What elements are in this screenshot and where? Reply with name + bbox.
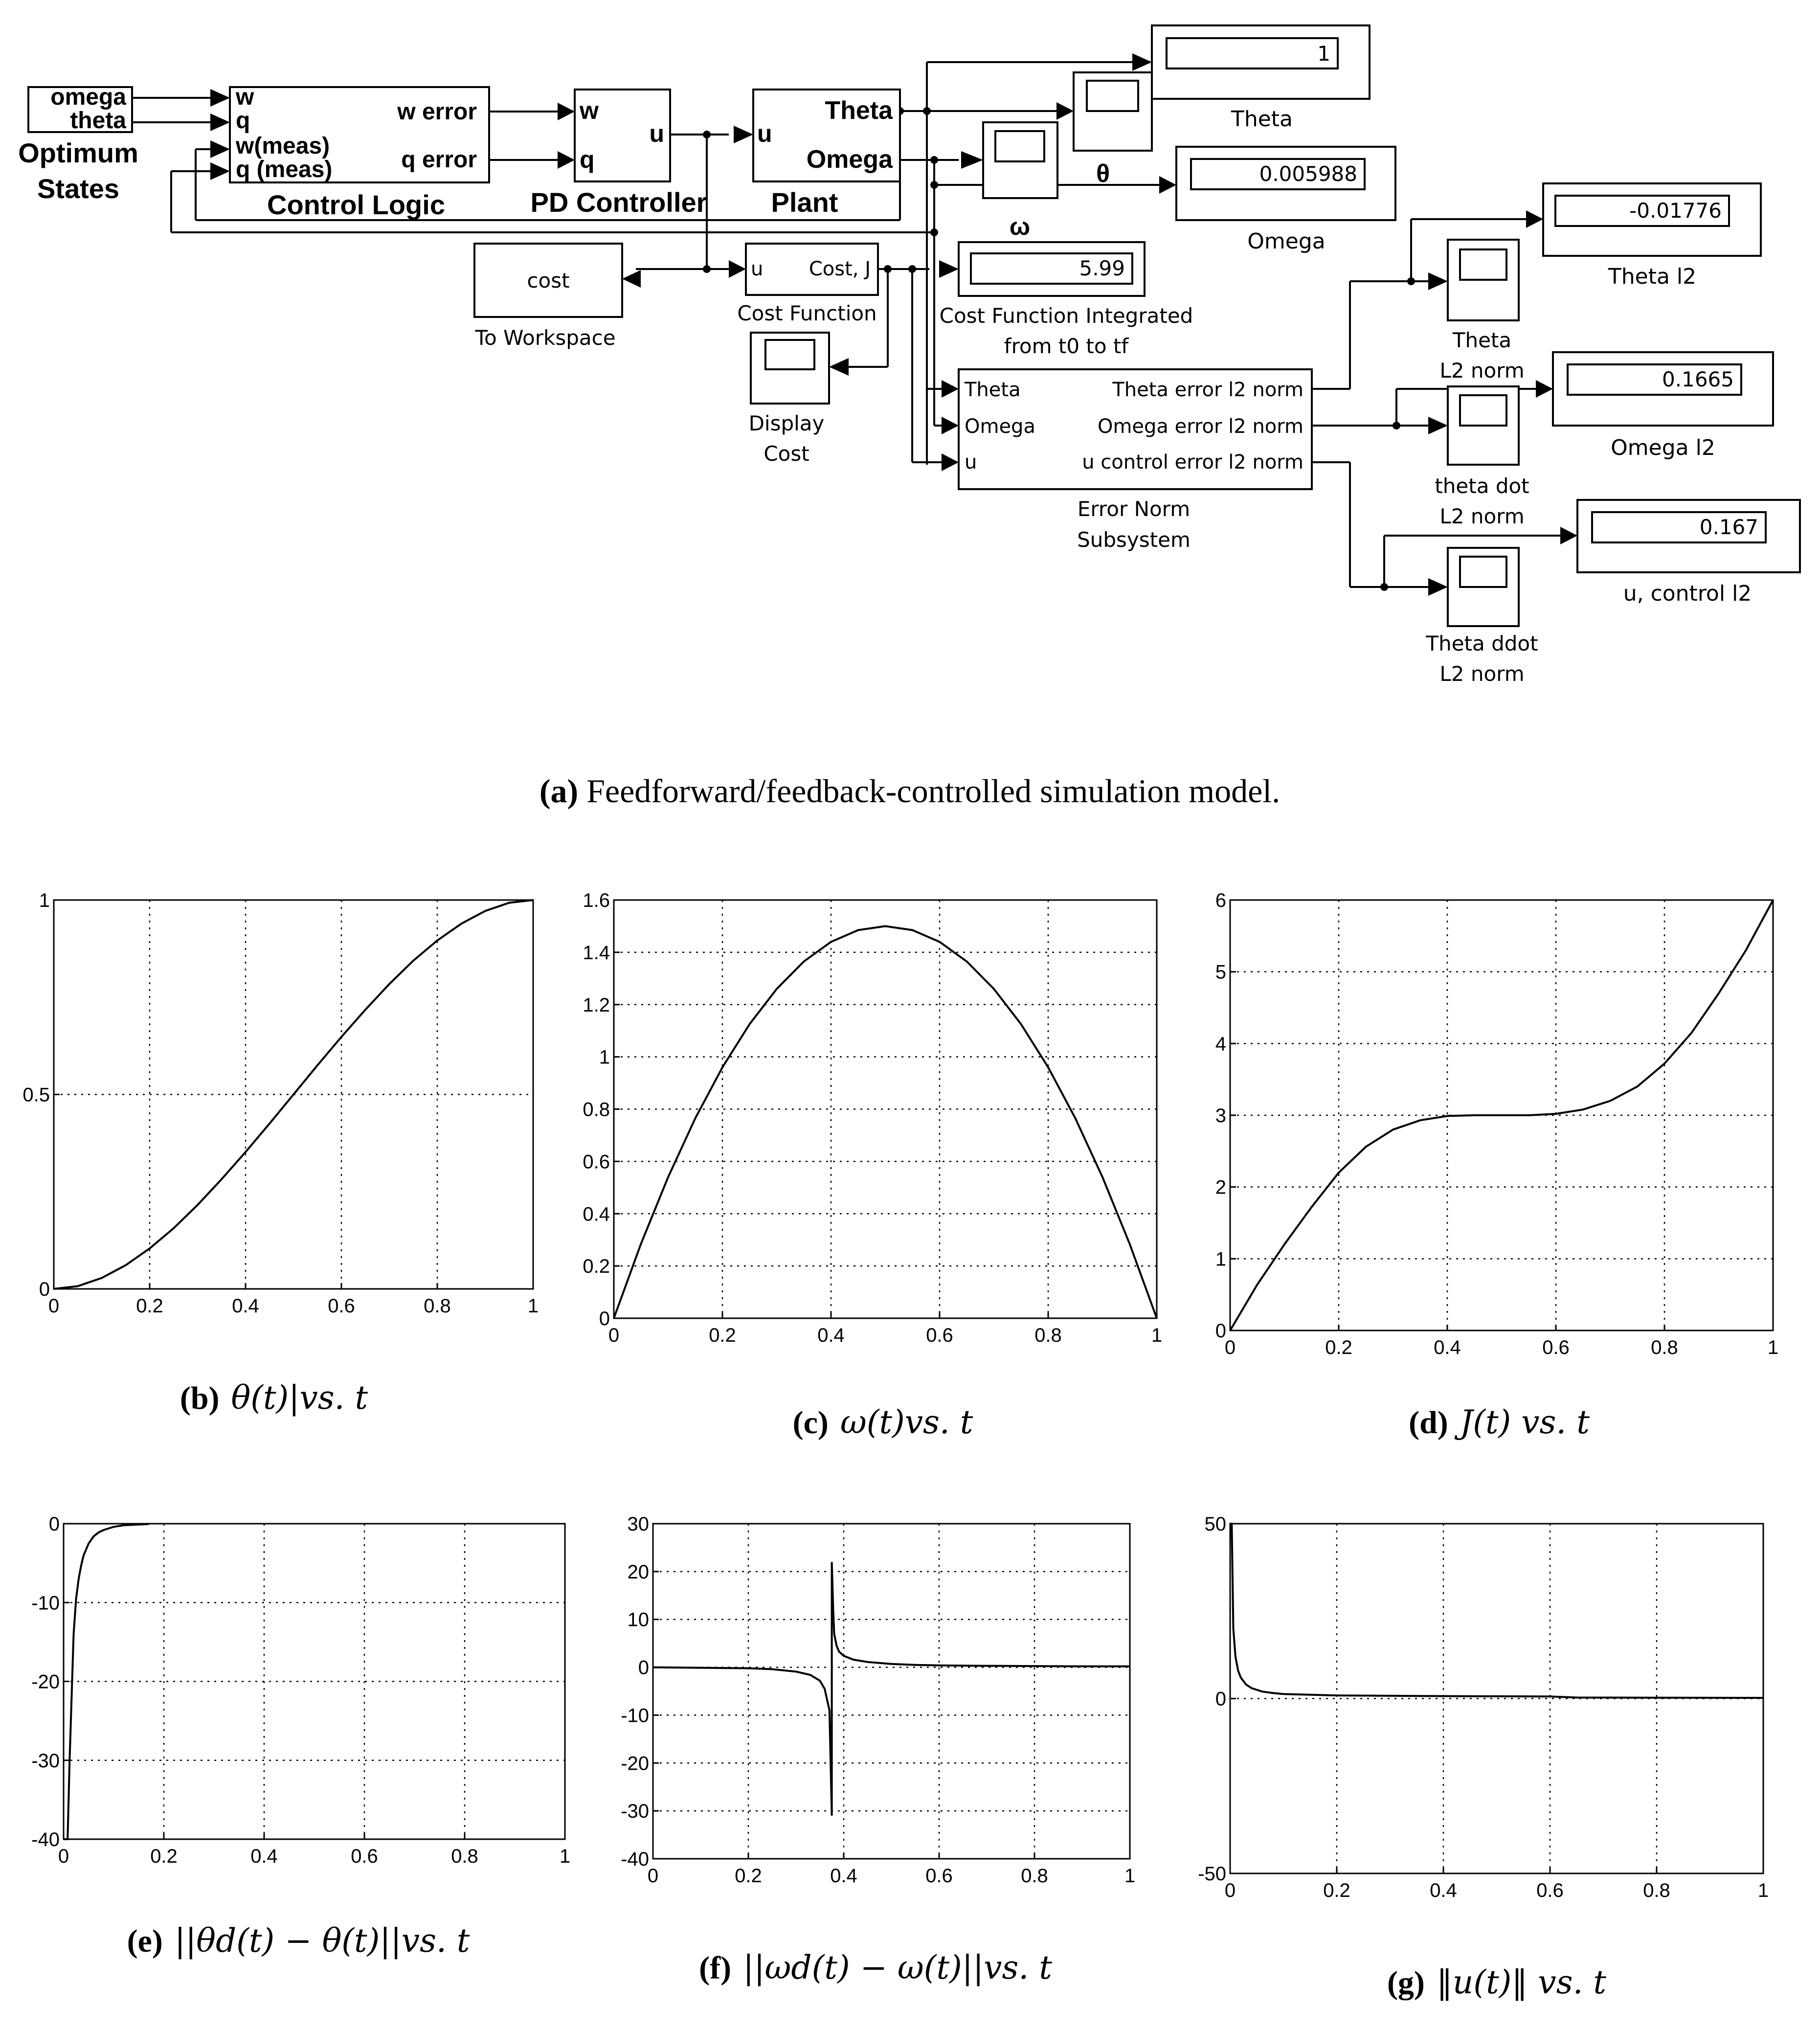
pd-out-u: u	[649, 120, 664, 147]
chart-b	[22, 890, 539, 1417]
x-tick-label: 0.8	[1643, 1880, 1670, 1901]
y-tick-label: 0	[39, 1279, 50, 1300]
caption-f	[699, 1949, 1052, 1986]
theta-l2-scope	[1439, 240, 1524, 383]
y-tick-label: 30	[627, 1513, 649, 1535]
y-tick-label: 1	[39, 890, 50, 911]
cl-in-q: q	[236, 108, 250, 134]
cost-function-label: Cost Function	[737, 301, 877, 325]
y-tick-label: 1	[599, 1046, 610, 1068]
x-tick-label: 0.2	[1323, 1880, 1350, 1901]
caption-math: ||ωd(t) − ω(t)||vs. t	[743, 1949, 1052, 1986]
display-cost-label-2: Cost	[764, 442, 809, 466]
pd-controller-label: PD Controller	[530, 187, 707, 218]
error-norm-label-2: Subsystem	[1077, 528, 1191, 552]
to-workspace-label: To Workspace	[475, 326, 616, 350]
x-tick-label: 0.6	[1536, 1880, 1564, 1901]
x-tick-label: 0.4	[830, 1865, 857, 1887]
theta-l2-display	[1543, 183, 1761, 289]
plots-group	[22, 890, 1778, 2001]
y-tick-label: 0.8	[583, 1099, 610, 1121]
caption-g	[1387, 1963, 1607, 2001]
y-tick-label: -10	[31, 1592, 60, 1614]
chart-g	[1198, 1513, 1769, 2001]
plant-label: Plant	[771, 187, 838, 218]
omega-scope-label: ω	[1009, 213, 1031, 240]
y-tick-label: 1.4	[583, 942, 610, 964]
caption-letter: (e)	[127, 1923, 163, 1959]
error-norm-subsystem	[959, 369, 1312, 552]
x-tick-label: 0.2	[709, 1325, 736, 1346]
x-tick-label: 1	[1151, 1325, 1163, 1346]
cl-in-q-meas: q (meas)	[236, 157, 333, 182]
x-tick-label: 0	[58, 1846, 69, 1867]
cl-in-w-meas: w(meas)	[236, 133, 330, 159]
en-in-theta: Theta	[965, 379, 1021, 401]
y-tick-label: 0	[48, 1513, 60, 1535]
workspace-var: cost	[527, 269, 570, 293]
plot-frame-c	[614, 900, 1157, 1318]
omega-display	[1176, 147, 1395, 254]
cost-in-u: u	[751, 258, 764, 280]
optimum-label-1: Optimum	[18, 137, 138, 168]
y-tick-label: 10	[627, 1609, 649, 1631]
x-tick-label: 0.2	[150, 1846, 178, 1867]
caption-math: ||θd(t) − θ(t)||vs. t	[174, 1922, 470, 1960]
y-tick-label: 0	[1215, 1320, 1226, 1342]
en-out-u: u control error l2 norm	[1082, 451, 1303, 473]
x-tick-label: 0.4	[250, 1846, 278, 1867]
optimum-states-block	[18, 84, 138, 204]
y-tick-label: 50	[1204, 1513, 1226, 1535]
cost-function-block	[737, 244, 878, 325]
caption-a-letter: (a)	[539, 772, 579, 810]
omega-display-label: Omega	[1247, 229, 1326, 254]
port-omega: omega	[50, 84, 126, 110]
y-tick-label: 5	[1215, 961, 1226, 983]
x-tick-label: 0.6	[328, 1295, 355, 1317]
x-tick-label: 0	[1224, 1880, 1236, 1901]
caption-letter: (d)	[1409, 1405, 1448, 1441]
u-l2-value: 0.167	[1699, 515, 1758, 539]
y-tick-label: -40	[621, 1848, 649, 1870]
plant-out-theta: Theta	[825, 96, 893, 125]
chart-d	[1215, 890, 1778, 1441]
error-norm-label-1: Error Norm	[1077, 497, 1191, 521]
plot-frame-f	[653, 1524, 1130, 1859]
x-tick-label: 0.2	[1325, 1337, 1352, 1358]
y-tick-label: 0.5	[22, 1084, 50, 1106]
y-tick-label: 0	[599, 1308, 610, 1329]
y-tick-label: -20	[621, 1753, 649, 1775]
x-tick-label: 0.2	[136, 1295, 163, 1317]
caption-d	[1409, 1403, 1590, 1441]
x-tick-label: 0	[1224, 1337, 1236, 1358]
pd-in-q: q	[580, 146, 595, 173]
y-tick-label: -20	[31, 1671, 60, 1693]
thetadot-l2-scope	[1435, 386, 1529, 528]
x-tick-label: 1	[527, 1295, 539, 1317]
x-tick-label: 0	[48, 1295, 60, 1317]
thetaddot-l2-scope	[1425, 548, 1538, 686]
omega-l2-value: 0.1665	[1662, 367, 1734, 391]
y-tick-label: -40	[31, 1829, 60, 1850]
chart-e	[31, 1513, 570, 1960]
cost-integrated-display	[940, 242, 1193, 358]
plant-in-u: u	[757, 120, 772, 147]
cl-out-q-error: q error	[401, 147, 477, 173]
thetaddot-l2-label-2: L2 norm	[1439, 662, 1525, 686]
theta-display	[1152, 25, 1370, 132]
caption-math: J(t) vs. t	[1460, 1403, 1590, 1441]
y-tick-label: 4	[1215, 1033, 1226, 1055]
caption-math: θ(t)|vs. t	[231, 1379, 368, 1417]
caption-math: ω(t)vs. t	[840, 1403, 973, 1441]
x-tick-label: 0.8	[451, 1846, 478, 1867]
y-tick-label: 0	[1215, 1688, 1226, 1710]
omega-scope	[983, 122, 1057, 240]
port-theta: theta	[70, 108, 126, 134]
theta-l2-label: Theta l2	[1608, 264, 1697, 289]
thetadot-l2-label-2: L2 norm	[1439, 504, 1525, 528]
en-in-omega: Omega	[965, 415, 1035, 438]
theta-scope	[1074, 72, 1152, 151]
y-tick-label: 1.6	[583, 890, 610, 911]
cost-display-label-2: from t0 to tf	[1004, 334, 1129, 358]
u-l2-label: u, control l2	[1623, 581, 1752, 606]
caption-a	[539, 772, 1280, 810]
pd-in-w: w	[580, 97, 599, 124]
to-workspace-block	[474, 244, 622, 350]
optimum-label-2: States	[37, 173, 120, 204]
omega-l2-display	[1553, 352, 1773, 460]
x-tick-label: 0	[647, 1865, 659, 1887]
y-tick-label: 1.2	[583, 994, 610, 1016]
caption-math: ‖u(t)‖ vs. t	[1436, 1963, 1607, 2001]
en-out-theta: Theta error l2 norm	[1112, 379, 1303, 401]
y-tick-label: 0.4	[583, 1203, 610, 1225]
y-tick-label: 2	[1215, 1176, 1226, 1198]
y-tick-label: 6	[1215, 890, 1226, 911]
x-tick-label: 0.8	[1651, 1337, 1678, 1358]
x-tick-label: 0	[608, 1325, 620, 1346]
en-in-u: u	[965, 451, 977, 473]
x-tick-label: 0.4	[1434, 1337, 1461, 1358]
y-tick-label: -30	[621, 1801, 649, 1823]
caption-c	[793, 1403, 973, 1441]
caption-b	[180, 1379, 368, 1417]
y-tick-label: 3	[1215, 1105, 1226, 1127]
x-tick-label: 0.6	[1542, 1337, 1570, 1358]
y-tick-label: 0	[638, 1657, 649, 1679]
control-logic-block	[230, 84, 489, 220]
pd-controller-block	[531, 90, 707, 218]
cost-out-j: Cost, J	[809, 258, 871, 280]
x-tick-label: 0.6	[926, 1325, 953, 1346]
omega-display-value: 0.005988	[1259, 162, 1357, 186]
chart-f	[621, 1513, 1135, 1986]
x-tick-label: 0.4	[232, 1295, 259, 1317]
thetaddot-l2-label-1: Theta ddot	[1426, 631, 1538, 655]
caption-letter: (g)	[1387, 1965, 1425, 2001]
x-tick-label: 0.6	[351, 1846, 378, 1867]
omega-l2-label: Omega l2	[1611, 435, 1715, 460]
simulink-diagram	[18, 25, 1800, 810]
cl-in-w: w	[236, 84, 254, 110]
y-tick-label: -50	[1198, 1863, 1226, 1885]
y-tick-label: 20	[627, 1561, 649, 1583]
theta-l2-scope-label-2: L2 norm	[1439, 359, 1525, 383]
caption-letter: (b)	[180, 1380, 220, 1416]
plant-out-omega: Omega	[806, 145, 893, 174]
x-tick-label: 0.2	[735, 1865, 762, 1887]
y-tick-label: -30	[31, 1750, 60, 1772]
x-tick-label: 0.4	[817, 1325, 845, 1346]
y-tick-label: 0.6	[583, 1151, 610, 1173]
plant-block	[753, 90, 900, 218]
x-tick-label: 0.6	[925, 1865, 953, 1887]
theta-scope-label: θ	[1096, 159, 1110, 188]
caption-e	[127, 1922, 470, 1960]
caption-letter: (f)	[699, 1950, 732, 1986]
display-cost-scope	[749, 333, 829, 466]
x-tick-label: 1	[1757, 1880, 1769, 1901]
y-tick-label: -10	[621, 1705, 649, 1727]
thetadot-l2-label-1: theta dot	[1435, 474, 1529, 498]
cost-display-value: 5.99	[1079, 256, 1125, 280]
u-l2-display	[1577, 500, 1800, 606]
x-tick-label: 1	[559, 1846, 571, 1867]
x-tick-label: 1	[1124, 1865, 1136, 1887]
en-out-omega: Omega error l2 norm	[1097, 415, 1303, 438]
theta-display-label: Theta	[1231, 107, 1293, 132]
y-tick-label: 0.2	[583, 1256, 610, 1278]
cost-display-label-1: Cost Function Integrated	[939, 304, 1193, 328]
x-tick-label: 1	[1767, 1337, 1779, 1358]
caption-letter: (c)	[792, 1405, 829, 1441]
caption-a-text: Feedforward/feedback-controlled simulation model.	[578, 772, 1281, 810]
x-tick-label: 0.8	[424, 1295, 451, 1317]
x-tick-label: 0.8	[1021, 1865, 1048, 1887]
y-tick-label: 1	[1215, 1248, 1226, 1270]
control-logic-label: Control Logic	[267, 189, 445, 220]
theta-display-value: 1	[1317, 42, 1330, 66]
theta-l2-value: -0.01776	[1629, 199, 1722, 223]
chart-c	[583, 890, 1162, 1441]
x-tick-label: 0.4	[1430, 1880, 1457, 1901]
display-cost-label-1: Display	[748, 411, 825, 435]
cl-out-w-error: w error	[397, 99, 477, 125]
theta-l2-scope-label-1: Theta	[1452, 328, 1512, 352]
x-tick-label: 0.8	[1034, 1325, 1062, 1346]
